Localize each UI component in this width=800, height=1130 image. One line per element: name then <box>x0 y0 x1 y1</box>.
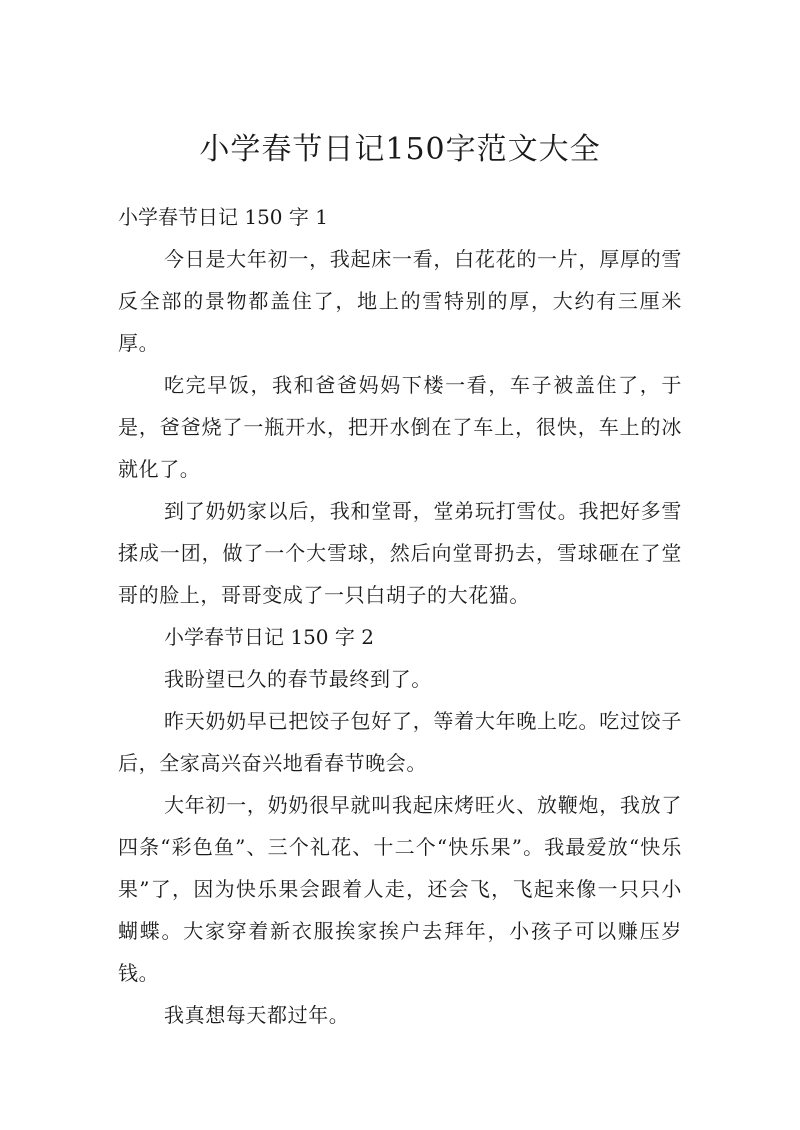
document-body <box>118 196 682 1036</box>
document-title: 小学春节日记150字范文大全 <box>199 132 601 167</box>
paragraph: 吃完早饭，我和爸爸妈妈下楼一看，车子被盖住了，于是，爸爸烧了一瓶开水，把开水倒在了车上，很快，车上的冰就化了。 <box>118 373 682 481</box>
section-heading: 小学春节日记 150 字 2 <box>164 625 374 649</box>
paragraph: 今日是大年初一，我起床一看，白花花的一片，厚厚的雪反全部的景物都盖住了，地上的雪特别的厚，大约有三厘米厚。 <box>118 247 682 355</box>
paragraph: 我真想每天都过年。 <box>164 1003 350 1027</box>
paragraph: 到了奶奶家以后，我和堂哥，堂弟玩打雪仗。我把好多雪揉成一团，做了一个大雪球，然后向堂哥扔去，雪球砸在了堂哥的脸上，哥哥变成了一只白胡子的大花猫。 <box>118 499 682 607</box>
section-2 <box>118 616 682 1036</box>
section-1 <box>118 196 682 616</box>
paragraph: 昨天奶奶早已把饺子包好了，等着大年晚上吃。吃过饺子后，全家高兴奋兴地看春节晚会。 <box>118 709 682 775</box>
paragraph: 我盼望已久的春节最终到了。 <box>164 667 432 691</box>
paragraph: 大年初一，奶奶很早就叫我起床烤旺火、放鞭炮，我放了四条“彩色鱼”、三个礼花、十二个“快乐果”。我最爱放“快乐果”了，因为快乐果会跟着人走，还会飞，飞起来像一只只小蝴蝶。大家穿着新衣服挨家挨户去拜年，小孩子可以赚压岁钱。 <box>118 793 682 985</box>
section-heading: 小学春节日记 150 字 1 <box>118 205 328 229</box>
